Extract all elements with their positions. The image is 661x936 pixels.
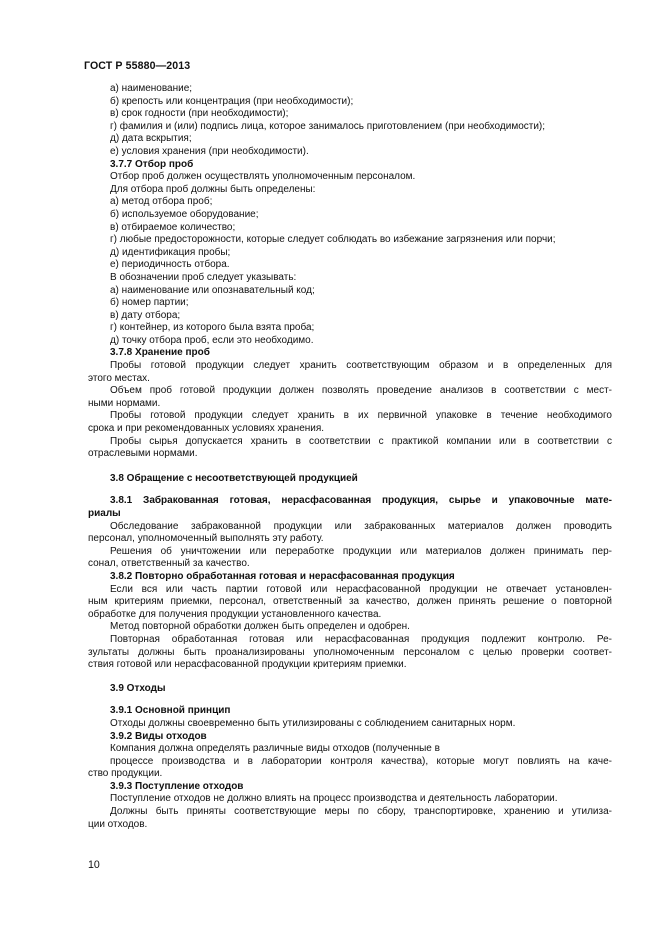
text-line: Отходы должны своевременно быть утилизированы с соблюдением санитарных норм.	[110, 717, 516, 729]
text-line: ным критериям приемки, персонал, ответственный за качество, должен принять решение о повторной	[88, 596, 612, 608]
text-line: а) метод отбора проб;	[110, 196, 213, 208]
text-line: Пробы готовой продукции следует хранить в их первичной упаковке в течение необходимого	[110, 410, 612, 422]
text-line: в) отбираемое количество;	[110, 221, 236, 233]
section-heading: 3.7.8 Хранение проб	[110, 347, 210, 359]
text-line: В обозначении проб следует указывать:	[110, 271, 297, 283]
text-line: Для отбора проб должны быть определены:	[110, 183, 316, 195]
text-line: ными нормами.	[88, 397, 161, 409]
section-heading: риалы	[88, 508, 121, 519]
page-number: 10	[88, 859, 100, 871]
text-line: сонал, ответственный за качество.	[88, 558, 250, 570]
text-line: Обследование забракованной продукции или забракованных материалов должен проводить	[110, 520, 612, 532]
section-heading: 3.7.7 Отбор проб	[110, 158, 194, 170]
text-line: Повторная обработанная готовая или нерасфасованная продукция подлежит контролю. Ре-	[110, 633, 612, 645]
text-line: Пробы сырья допускается хранить в соответствии с практикой компании или в соответствии с	[110, 435, 612, 447]
document-header: ГОСТ Р 55880—2013	[84, 60, 191, 72]
text-line: срока и при рекомендованных условиях хранения.	[88, 423, 325, 435]
section-heading: 3.9.1 Основной принцип	[110, 705, 231, 717]
text-line: б) используемое оборудование;	[110, 208, 259, 220]
text-line: отраслевыми нормами.	[88, 448, 198, 460]
text-line: обработке для получения продукции установленного качества.	[88, 608, 382, 620]
text-line: г) фамилия и (или) подпись лица, которое занималось приготовлением (при необходимости);	[110, 120, 546, 132]
text-line: а) наименование или опознавательный код;	[110, 284, 315, 296]
text-line: ции отходов.	[88, 818, 148, 830]
text-line: г) контейнер, из которого была взята проба;	[110, 322, 315, 334]
text-line: Компания должна определять различные виды отходов (полученные в	[110, 743, 440, 755]
section-heading: 3.9.3 Поступление отходов	[110, 780, 244, 792]
text-line: б) крепость или концентрация (при необходимости);	[110, 95, 354, 107]
text-line: е) условия хранения (при необходимости).	[110, 145, 309, 157]
section-heading: 3.8.1 Забракованная готовая, нерасфасованная продукция, сырье и упаковочные мате-	[110, 495, 612, 507]
text-line: Решения об уничтожении или переработке продукции или материалов должен принимать пер-	[110, 545, 612, 557]
text-line: Объем проб готовой продукции должен позволять проведение анализов в соответствии с мест-	[110, 385, 612, 397]
text-line: ство продукции.	[88, 768, 163, 780]
section-heading: 3.9.2 Виды отходов	[110, 730, 207, 742]
text-line: г) любые предосторожности, которые следует соблюдать во избежание загрязнения или порчи;	[110, 234, 556, 246]
text-line: б) номер партии;	[110, 297, 189, 309]
text-line: зультаты должны быть проанализированы уполномоченным персоналом с целью проверки соответ-	[88, 646, 612, 658]
text-line: д) точку отбора проб, если это необходимо.	[110, 334, 314, 346]
text-line: Отбор проб должен осуществлять уполномоченным персоналом.	[110, 171, 416, 183]
text-line: е) периодичность отбора.	[110, 259, 230, 271]
text-line: ствия готовой или нерасфасованной продукции критериям приемки.	[88, 659, 407, 671]
text-line: Если вся или часть партии готовой или нерасфасованной продукции не отвечает установлен-	[110, 583, 612, 595]
text-line: д) идентификация пробы;	[110, 246, 231, 258]
text-line: этого местах.	[88, 372, 150, 384]
text-line: в) дату отбора;	[110, 309, 181, 321]
document-body	[88, 83, 612, 831]
text-line: персонал, уполномоченный выполнять эту работу.	[88, 533, 324, 545]
text-line: процессе производства и в лаборатории контроля качества), которые могут повлиять на каче-	[110, 755, 612, 767]
text-line: Пробы готовой продукции следует хранить соответствующим образом и в определенных для	[110, 360, 612, 372]
text-line: Поступление отходов не должно влиять на процесс производства и деятельность лаборатории.	[110, 793, 558, 805]
section-heading: 3.8 Обращение с несоответствующей продукцией	[110, 472, 358, 484]
text-line: Должны быть приняты соответствующие меры по сбору, транспортировке, хранению и утилиза-	[110, 806, 612, 818]
text-line: а) наименование;	[110, 83, 193, 94]
text-line: в) срок годности (при необходимости);	[110, 108, 289, 120]
text-line: д) дата вскрытия;	[110, 133, 192, 145]
text-line: Метод повторной обработки должен быть определен и одобрен.	[110, 621, 410, 633]
section-heading: 3.8.2 Повторно обработанная готовая и нерасфасованная продукция	[110, 570, 455, 582]
section-heading: 3.9 Отходы	[110, 682, 166, 694]
